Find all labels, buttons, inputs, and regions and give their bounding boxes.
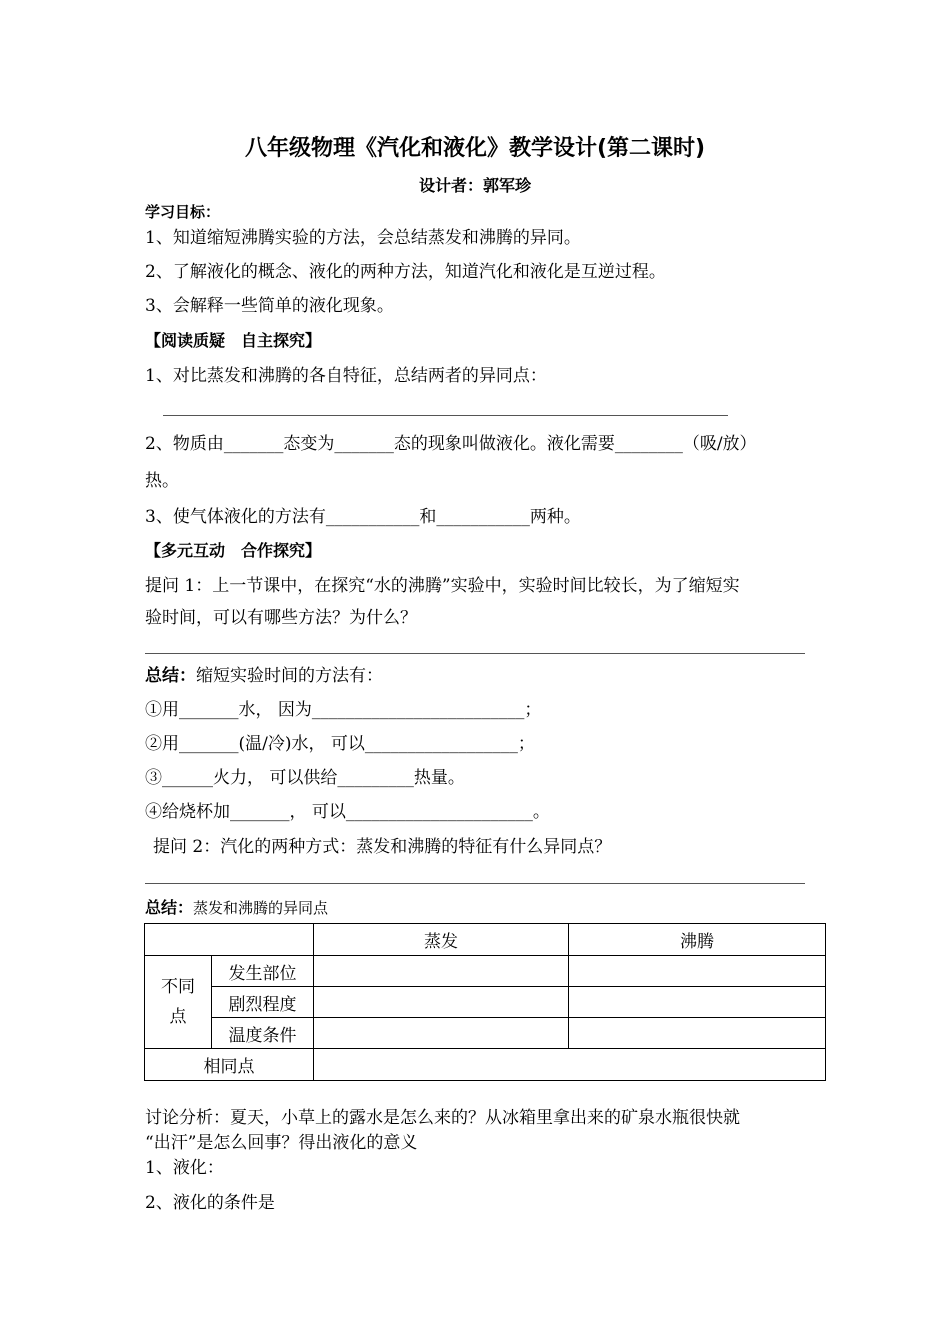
row-label-similarities: 相同点 <box>145 1049 314 1081</box>
question-1-line1: 提问 1：上一节课中，在探究“水的沸腾”实验中，实验时间比较长，为了缩短实 <box>145 576 740 596</box>
row-group-differences: 不同点 <box>145 956 212 1049</box>
answer-line <box>163 415 728 416</box>
summary-text: 缩短实验时间的方法有： <box>196 666 383 686</box>
table-row <box>145 956 826 987</box>
page-title: 八年级物理《汽化和液化》教学设计(第二课时) <box>244 136 706 161</box>
table-row <box>145 987 826 1018</box>
row-label: 温度条件 <box>212 1018 314 1049</box>
summary-label: 总结： <box>145 666 196 686</box>
question-1-line2: 验时间，可以有哪些方法？为什么？ <box>145 608 417 628</box>
objective-item: 2、了解液化的概念、液化的两种方法，知道汽化和液化是互逆过程。 <box>145 262 666 282</box>
table-cell[interactable] <box>314 956 569 987</box>
section-heading-reading: 【阅读质疑 自主探究】 <box>145 331 322 350</box>
summary-text: 蒸发和沸腾的异同点 <box>193 899 329 917</box>
summary-label: 总结： <box>145 898 194 917</box>
table-row <box>145 1049 826 1081</box>
row-label: 发生部位 <box>212 956 314 987</box>
question-liquefaction-def-cont: 热。 <box>145 471 179 491</box>
summary-1 <box>145 664 383 688</box>
table-row <box>145 1018 826 1049</box>
table-header-row <box>145 924 826 956</box>
table-cell[interactable] <box>569 987 826 1018</box>
question-compare: 1、对比蒸发和沸腾的各自特征，总结两者的异同点： <box>145 366 547 386</box>
author-line: 设计者：郭军珍 <box>418 176 531 195</box>
question-liquefaction-def: 2、物质由_______态变为_______态的现象叫做液化。液化需要________（吸/放） <box>145 434 757 454</box>
section-heading-cooperation: 【多元互动 合作探究】 <box>145 541 322 560</box>
liquefaction-condition-item: 2、液化的条件是 <box>145 1193 275 1213</box>
discussion-line2: “出汗”是怎么回事？得出液化的意义 <box>145 1133 418 1153</box>
column-header-evaporation: 蒸发 <box>314 924 569 956</box>
discussion-line1: 讨论分析：夏天，小草上的露水是怎么来的？从冰箱里拿出来的矿泉水瓶很快就 <box>145 1108 740 1128</box>
liquefaction-item: 1、液化： <box>145 1158 224 1178</box>
table-cell[interactable] <box>569 1018 826 1049</box>
summary-2 <box>145 897 328 919</box>
table-cell[interactable] <box>569 956 826 987</box>
row-label: 剧烈程度 <box>212 987 314 1018</box>
objectives-heading: 学习目标： <box>145 203 221 221</box>
method-item: ④给烧杯加_______， 可以______________________。 <box>145 802 550 822</box>
table-cell[interactable] <box>314 987 569 1018</box>
table-cell[interactable] <box>314 1018 569 1049</box>
table-corner-cell <box>145 924 314 956</box>
answer-line <box>145 653 805 654</box>
objective-item: 3、会解释一些简单的液化现象。 <box>145 296 394 316</box>
answer-line <box>145 883 805 884</box>
table-cell[interactable] <box>314 1049 826 1081</box>
question-2: 提问 2：汽化的两种方式：蒸发和沸腾的特征有什么异同点？ <box>153 837 612 857</box>
method-item: ②用_______(温/冷)水， 可以__________________； <box>145 734 535 754</box>
method-item: ③______火力， 可以供给_________热量。 <box>145 768 465 788</box>
method-item: ①用_______水， 因为_________________________； <box>145 700 542 720</box>
objective-item: 1、知道缩短沸腾实验的方法，会总结蒸发和沸腾的异同。 <box>145 228 581 248</box>
column-header-boiling: 沸腾 <box>569 924 826 956</box>
question-liquefaction-methods: 3、使气体液化的方法有___________和___________两种。 <box>145 507 581 527</box>
comparison-table <box>144 923 826 1081</box>
